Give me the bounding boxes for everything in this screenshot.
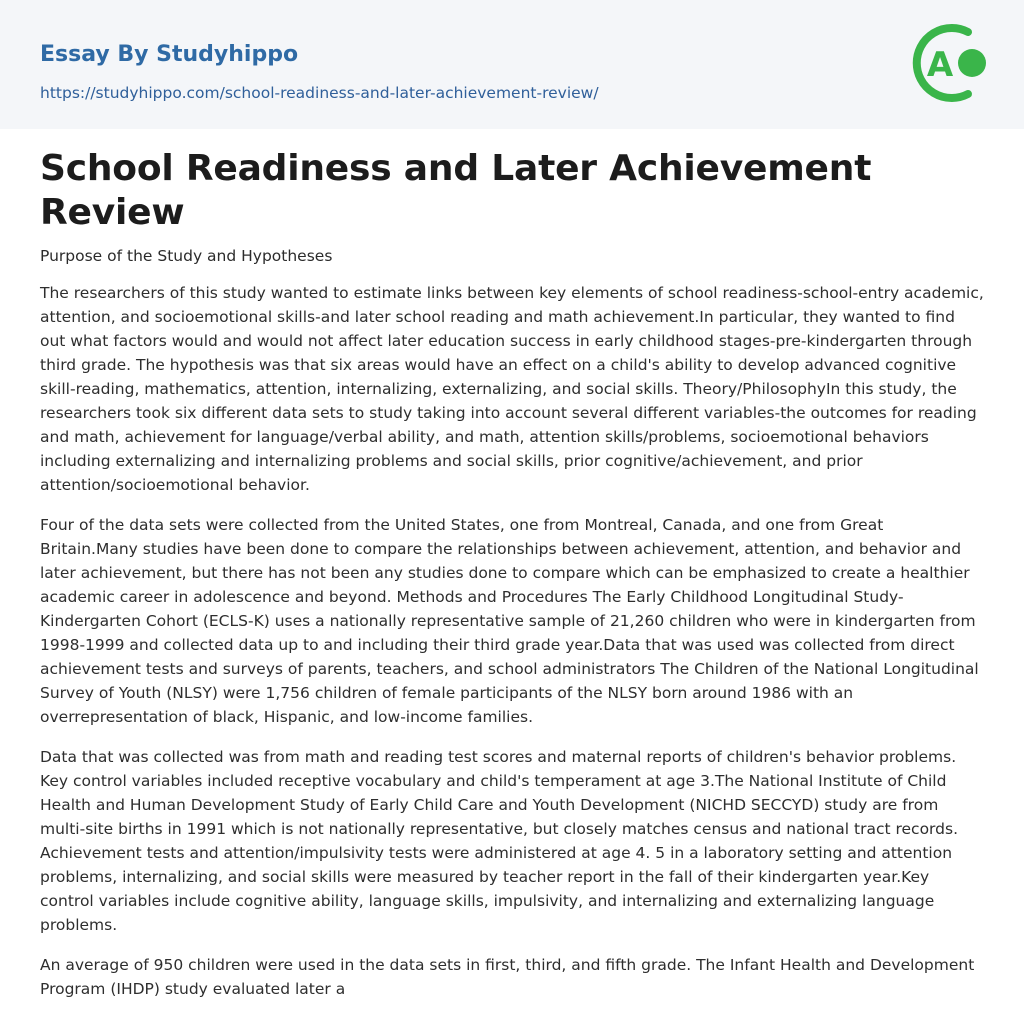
essay-subtitle: Purpose of the Study and Hypotheses (40, 247, 333, 265)
paragraph-2: Four of the data sets were collected from the United States, one from Montreal, Canada, and one from Great Britain.Many studies have been done to compare the relationships between achievement, attention, and behavior and later achievement, but there has not been any studies done to compare which can be emphasized to create a healthier academic career in adolescence and beyond. Methods and Procedures The Early Childhood Longitudinal Study-Kindergarten Cohort (ECLS-K) uses a nationally representative sample of 21,260 children who were in kindergarten from 1998-1999 and collected data up to and including their third grade year.Data that was used was collected from direct achievement tests and surveys of parents, teachers, and school administrators The Children of the National Longitudinal Survey of Youth (NLSY) were 1,756 children of female participants of the NLSY born around 1986 with an overrepresentation of black, Hispanic, and low-income families. (40, 516, 979, 726)
page-title: School Readiness and Later Achievement Review (40, 148, 872, 233)
logo-icon[interactable] (910, 20, 986, 106)
logo-letter: A (926, 45, 954, 85)
paragraph-3: Data that was collected was from math and reading test scores and maternal reports of children's behavior problems. Key control variables included receptive vocabulary and child's temperament at age 3.The National Institute of Child Health and Human Development Study of Early Child Care and Youth Development (NICHD SECCYD) study are from multi-site births in 1991 which is not nationally representative, but closely matches census and national tract records. Achievement tests and attention/impulsivity tests were administered at age 4. 5 in a laboratory setting and attention problems, internalizing, and social skills were measured by teacher report in the fall of their kindergarten year.Key control variables include cognitive ability, language skills, impulsivity, and internalizing and externalizing language problems. (40, 748, 958, 934)
paragraph-4: An average of 950 children were used in the data sets in first, third, and fifth grade. The Infant Health and Development Program (IHDP) study evaluated later a (40, 956, 975, 998)
site-header (0, 0, 1024, 129)
brand-name: Essay By Studyhippo (40, 42, 299, 67)
essay-url-link[interactable]: https://studyhippo.com/school-readiness-and-later-achievement-review/ (40, 84, 599, 102)
essay-content (0, 147, 1024, 1001)
paragraph-1: The researchers of this study wanted to estimate links between key elements of school readiness-school-entry academic, attention, and socioemotional skills-and later school reading and math achievement.In particular, they wanted to find out what factors would and would not affect later education success in early childhood stages-pre-kindergarten through third grade. The hypothesis was that six areas would have an effect on a child's ability to develop advanced cognitive skill-reading, mathematics, attention, internalizing, externalizing, and social skills. Theory/PhilosophyIn this study, the researchers took six different data sets to study taking into account several different variables-the outcomes for reading and math, achievement for language/verbal ability, and math, attention skills/problems, socioemotional behaviors including externalizing and internalizing problems and social skills, prior cognitive/achievement, and prior attention/socioemotional behavior. (40, 284, 984, 494)
